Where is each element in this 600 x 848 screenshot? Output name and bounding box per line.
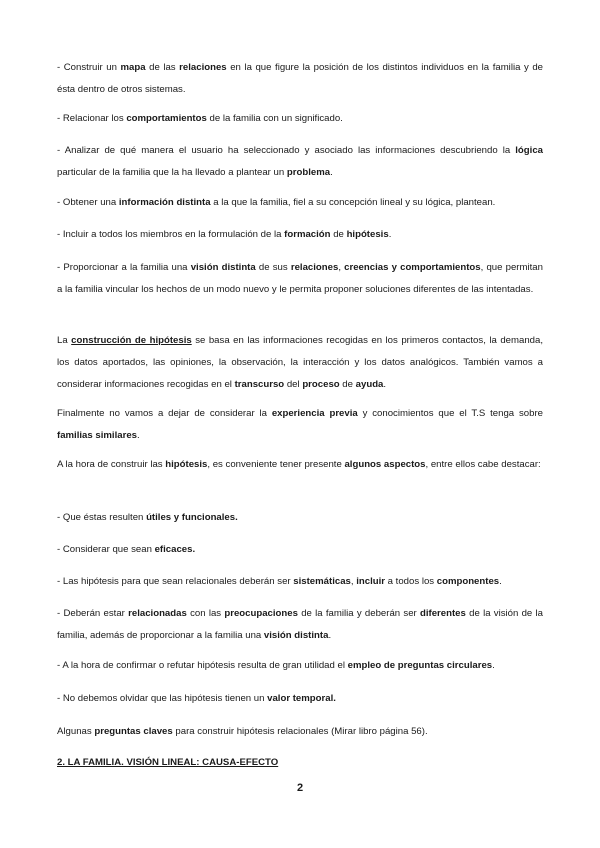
text-run: . bbox=[330, 167, 333, 178]
text-run: del bbox=[284, 379, 303, 390]
text-run: . bbox=[383, 379, 387, 390]
paragraph bbox=[57, 108, 543, 130]
bold-text bbox=[71, 335, 192, 346]
text-run: , entre ellos cabe destacar: bbox=[425, 459, 541, 470]
bold-text: empleo de preguntas circulares bbox=[347, 660, 493, 671]
text-run: - Obtener una bbox=[57, 197, 119, 208]
paragraph bbox=[57, 224, 543, 246]
text-run: - No debemos olvidar que las hipótesis tienen un bbox=[57, 693, 268, 704]
text-run: de la familia y deberán ser bbox=[297, 608, 420, 619]
bold-text: relacionadas bbox=[128, 608, 187, 619]
bold-text: visión distinta bbox=[263, 630, 329, 641]
text-run: de la visión de la familia, además de proporcionar a la familia una bbox=[57, 608, 543, 641]
bold-text: preguntas claves bbox=[94, 726, 173, 737]
text-run: de bbox=[339, 379, 356, 390]
paragraph bbox=[57, 655, 543, 677]
text-run: La bbox=[57, 335, 72, 346]
text-run: , es conveniente tener presente bbox=[207, 459, 345, 470]
paragraph bbox=[57, 603, 543, 647]
paragraph bbox=[57, 140, 543, 184]
text-run: - Construir un bbox=[57, 62, 121, 73]
paragraph bbox=[57, 688, 543, 710]
text-run: - A la hora de confirmar o refutar hipótesis resulta de gran utilidad el bbox=[57, 660, 348, 671]
bold-text: algunos aspectos bbox=[344, 459, 426, 470]
bold-text: componentes bbox=[436, 576, 500, 587]
text-run: de las bbox=[145, 62, 180, 73]
bold-text: lógica bbox=[515, 145, 543, 156]
bold-text: relaciones bbox=[179, 62, 227, 73]
bold-text: transcurso bbox=[234, 379, 285, 390]
bold-text: formación bbox=[284, 229, 331, 240]
paragraph bbox=[57, 330, 543, 396]
bold-text: hipótesis bbox=[346, 229, 389, 240]
bold-text: ayuda bbox=[355, 379, 384, 390]
bold-text: creencias y comportamientos bbox=[344, 262, 481, 273]
bold-text: visión distinta bbox=[190, 262, 256, 273]
bold-text: preocupaciones bbox=[224, 608, 298, 619]
paragraph bbox=[57, 507, 543, 529]
bold-text: sistemáticas bbox=[293, 576, 351, 587]
bold-text: información distinta bbox=[118, 197, 211, 208]
bold-text: relaciones bbox=[290, 262, 339, 273]
bold-text: valor temporal. bbox=[267, 693, 336, 704]
paragraph bbox=[57, 257, 543, 301]
text-run: - Proporcionar a la familia una bbox=[57, 262, 191, 273]
text-run: - Relacionar los bbox=[57, 113, 127, 124]
bold-text: incluir bbox=[356, 576, 386, 587]
text-run: . bbox=[492, 660, 495, 671]
text-run: . bbox=[137, 430, 140, 441]
paragraph bbox=[57, 539, 543, 561]
bold-text: mapa bbox=[120, 62, 146, 73]
text-run: - Considerar que sean bbox=[57, 544, 155, 555]
paragraph bbox=[57, 454, 543, 476]
bold-text: problema bbox=[286, 167, 331, 178]
text-run: - Deberán estar bbox=[57, 608, 129, 619]
text-run: Finalmente no vamos a dejar de considerar la bbox=[57, 408, 272, 419]
text-run: a todos los bbox=[385, 576, 437, 587]
bold-text: útiles y funcionales. bbox=[146, 512, 238, 523]
paragraph bbox=[57, 57, 543, 101]
bold-text: diferentes bbox=[420, 608, 466, 619]
underlined-bold-text: construcción de hipótesis bbox=[71, 335, 192, 346]
text-run: Algunas bbox=[57, 726, 95, 737]
text-run: - Analizar de qué manera el usuario ha seleccionado y asociado las informaciones descubriendo la bbox=[57, 145, 516, 156]
text-run: particular de la familia que la ha llevado a plantear un bbox=[57, 167, 287, 178]
bold-text: eficaces. bbox=[154, 544, 196, 555]
text-run: . bbox=[388, 229, 392, 240]
text-run: , que permitan a la familia vincular los hechos de un modo nuevo y le permita proponer soluciones diferentes de las intentadas. bbox=[57, 262, 543, 295]
text-run: y conocimientos que el T.S tenga sobre bbox=[357, 408, 543, 419]
text-run: a la que la familia, fiel a su concepción lineal y su lógica, plantean. bbox=[210, 197, 496, 208]
bold-text: comportamientos bbox=[126, 113, 207, 124]
text-run: - Las hipótesis para que sean relacionales deberán ser bbox=[57, 576, 294, 587]
text-run: en la que figure la posición de los distintos individuos en la familia y de ésta dentro de otros sistemas. bbox=[57, 62, 544, 95]
bold-text: proceso bbox=[302, 379, 340, 390]
text-run: de sus bbox=[255, 262, 291, 273]
bold-text: familias similares bbox=[57, 430, 137, 441]
text-run: de bbox=[330, 229, 347, 240]
text-run: , bbox=[350, 576, 357, 587]
bold-text: experiencia previa bbox=[271, 408, 358, 419]
paragraph bbox=[57, 571, 543, 593]
text-run: , bbox=[338, 262, 345, 273]
text-run: para construir hipótesis relacionales (Mirar libro página 56). bbox=[172, 726, 428, 737]
text-run: A la hora de construir las bbox=[57, 459, 166, 470]
text-run: de la familia con un significado. bbox=[206, 113, 343, 124]
page-number: 2 bbox=[296, 782, 304, 794]
section-heading: 2. LA FAMILIA. VISIÓN LINEAL: CAUSA-EFECTO bbox=[57, 757, 279, 768]
paragraph bbox=[57, 721, 543, 743]
text-run: se basa en las informaciones recogidas en los primeros contactos, la demanda, los datos aportados, las opiniones, la observación, la interacción y los datos analógicos. También vamos a considerar informaciones recogidas en el bbox=[57, 335, 543, 390]
bold-text: hipótesis bbox=[165, 459, 208, 470]
text-run: . bbox=[328, 630, 332, 641]
text-run: . bbox=[499, 576, 502, 587]
text-run: - Incluir a todos los miembros en la formulación de la bbox=[57, 229, 285, 240]
text-run: con las bbox=[186, 608, 225, 619]
paragraph bbox=[57, 403, 543, 447]
paragraph bbox=[57, 192, 543, 214]
text-run: - Que éstas resulten bbox=[57, 512, 147, 523]
